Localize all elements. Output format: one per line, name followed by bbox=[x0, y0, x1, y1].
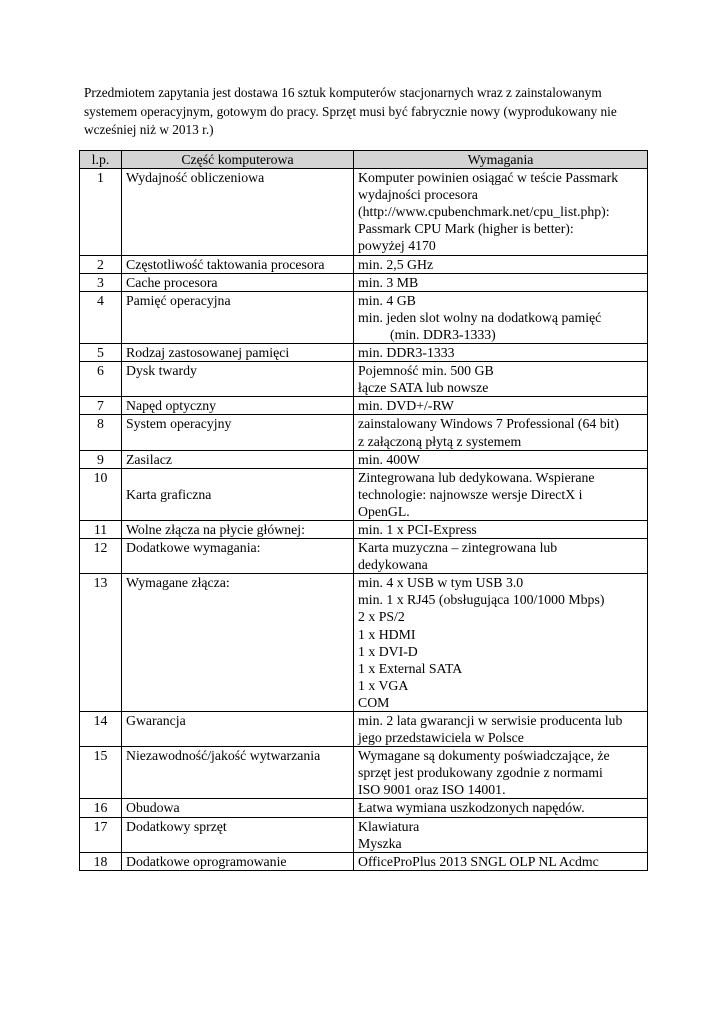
header-requirements: Wymagania bbox=[354, 151, 648, 169]
requirements-cell bbox=[354, 344, 648, 362]
requirement-line: min. 2 lata gwarancji w serwisie producenta lub bbox=[358, 713, 623, 728]
requirements-cell bbox=[354, 520, 648, 538]
requirement-line: min. DVD+/-RW bbox=[358, 398, 454, 414]
table-row bbox=[80, 574, 648, 712]
row-number: 5 bbox=[80, 344, 122, 362]
requirement-line: OpenGL. bbox=[358, 503, 410, 519]
requirement-line: COM bbox=[358, 694, 390, 710]
requirement-line: OfficeProPlus 2013 SNGL OLP NL Acdmc bbox=[358, 853, 599, 869]
requirement-line: Karta muzyczna – zintegrowana lub bbox=[358, 540, 558, 556]
requirement-line: Łatwa wymiana uszkodzonych napędów. bbox=[358, 800, 585, 816]
requirement-line: 1 x DVI-D bbox=[358, 643, 418, 659]
requirements-cell bbox=[354, 574, 648, 712]
requirement-line: Klawiatura bbox=[358, 818, 420, 834]
table-row bbox=[80, 450, 648, 468]
row-number: 13 bbox=[80, 574, 122, 712]
requirements-cell bbox=[354, 747, 648, 799]
requirement-line: Zintegrowana lub dedykowana. Wspierane bbox=[358, 469, 595, 485]
requirement-line: 1 x External SATA bbox=[358, 660, 463, 676]
component-name: Dodatkowe wymagania: bbox=[122, 539, 354, 574]
requirements-cell bbox=[354, 539, 648, 574]
requirement-line: zainstalowany Windows 7 Professional (64 bit) bbox=[358, 416, 619, 432]
row-number: 18 bbox=[80, 852, 122, 870]
component-name: Rodzaj zastosowanej pamięci bbox=[122, 344, 354, 362]
requirements-cell bbox=[354, 852, 648, 870]
header-part: Część komputerowa bbox=[122, 151, 354, 169]
requirement-line: wydajności procesora bbox=[358, 187, 478, 203]
table-row bbox=[80, 747, 648, 799]
component-name: Napęd optyczny bbox=[122, 397, 354, 415]
table-row bbox=[80, 291, 648, 343]
requirement-line: min. 1 x RJ45 (obsługująca 100/1000 Mbps) bbox=[358, 592, 605, 608]
requirement-line: technologie: najnowsze wersje DirectX i bbox=[358, 486, 583, 502]
row-number: 15 bbox=[80, 747, 122, 799]
row-number: 3 bbox=[80, 273, 122, 291]
table-row bbox=[80, 712, 648, 747]
component-name: Obudowa bbox=[122, 799, 354, 817]
requirement-line: z załączoną płytą z systemem bbox=[358, 433, 522, 449]
requirement-line: Komputer powinien osiągać w teście Passmark bbox=[358, 170, 619, 186]
component-name: Zasilacz bbox=[122, 450, 354, 468]
requirements-cell bbox=[354, 397, 648, 415]
requirements-cell bbox=[354, 712, 648, 747]
requirement-line: łącze SATA lub nowsze bbox=[358, 380, 489, 396]
requirements-cell bbox=[354, 799, 648, 817]
requirement-line: (http://www.cpubenchmark.net/cpu_list.php): bbox=[358, 204, 610, 220]
component-name: Wolne złącza na płycie głównej: bbox=[122, 520, 354, 538]
requirement-line: 1 x HDMI bbox=[358, 626, 416, 642]
requirement-line: min. jeden slot wolny na dodatkową pamięć bbox=[358, 309, 602, 325]
row-number: 12 bbox=[80, 539, 122, 574]
requirement-line: (min. DDR3-1333) bbox=[390, 326, 496, 342]
table-row bbox=[80, 273, 648, 291]
requirement-line: ISO 9001 oraz ISO 14001. bbox=[358, 782, 506, 798]
component-name: Częstotliwość taktowania procesora bbox=[122, 255, 354, 273]
component-name: Gwarancja bbox=[122, 712, 354, 747]
row-number: 10 bbox=[80, 468, 122, 520]
table-row bbox=[80, 255, 648, 273]
component-name: Wymagane złącza: bbox=[122, 574, 354, 712]
header-lp: l.p. bbox=[80, 151, 122, 169]
requirements-cell bbox=[354, 255, 648, 273]
requirement-line: 2 x PS/2 bbox=[358, 609, 405, 625]
table-row bbox=[80, 468, 648, 520]
table-row bbox=[80, 344, 648, 362]
component-name: Dodatkowe oprogramowanie bbox=[122, 852, 354, 870]
row-number: 8 bbox=[80, 415, 122, 450]
table-row bbox=[80, 817, 648, 852]
table-row bbox=[80, 169, 648, 255]
row-number: 2 bbox=[80, 255, 122, 273]
row-number: 9 bbox=[80, 450, 122, 468]
intro-paragraph: Przedmiotem zapytania jest dostawa 16 sztuk komputerów stacjonarnych wraz z zainstalowanym systemem operacyjnym, gotowym do pracy. Sprzęt musi być fabrycznie nowy (wyprodukowany nie wcześniej niż w 2013 r.) bbox=[84, 85, 617, 137]
row-number: 6 bbox=[80, 362, 122, 397]
requirement-line: min. 3 MB bbox=[358, 274, 419, 290]
requirements-cell bbox=[354, 450, 648, 468]
requirement-line: min. 1 x PCI-Express bbox=[358, 521, 477, 537]
requirements-cell bbox=[354, 169, 648, 255]
table-row bbox=[80, 852, 648, 870]
requirement-line: min. 2,5 GHz bbox=[358, 256, 434, 272]
component-name: Wydajność obliczeniowa bbox=[122, 169, 354, 255]
requirements-cell bbox=[354, 362, 648, 397]
requirement-line: jego przedstawiciela w Polsce bbox=[358, 730, 524, 746]
requirement-line: Wymagane są dokumenty poświadczające, że bbox=[358, 748, 610, 764]
row-number: 1 bbox=[80, 169, 122, 255]
table-row bbox=[80, 539, 648, 574]
row-number: 14 bbox=[80, 712, 122, 747]
requirements-cell bbox=[354, 415, 648, 450]
requirement-line: min. 4 x USB w tym USB 3.0 bbox=[358, 575, 524, 591]
requirement-line: Passmark CPU Mark (higher is better): bbox=[358, 221, 574, 237]
row-number: 17 bbox=[80, 817, 122, 852]
row-number: 11 bbox=[80, 520, 122, 538]
row-number: 16 bbox=[80, 799, 122, 817]
table-row bbox=[80, 520, 648, 538]
table-row bbox=[80, 799, 648, 817]
requirement-line: Myszka bbox=[358, 835, 402, 851]
component-name: Niezawodność/jakość wytwarzania bbox=[122, 747, 354, 799]
table-row bbox=[80, 397, 648, 415]
row-number: 7 bbox=[80, 397, 122, 415]
component-name: Pamięć operacyjna bbox=[122, 291, 354, 343]
table-row bbox=[80, 415, 648, 450]
requirement-line: 1 x VGA bbox=[358, 677, 409, 693]
requirements-cell bbox=[354, 468, 648, 520]
requirement-line: min. 400W bbox=[358, 451, 421, 467]
requirements-table bbox=[79, 150, 648, 871]
component-name: Karta graficzna bbox=[122, 468, 354, 520]
requirement-line: min. 4 GB bbox=[358, 292, 416, 308]
row-number: 4 bbox=[80, 291, 122, 343]
requirement-line: min. DDR3-1333 bbox=[358, 345, 455, 361]
table-header-row bbox=[80, 151, 648, 169]
table-row bbox=[80, 362, 648, 397]
component-name: System operacyjny bbox=[122, 415, 354, 450]
requirement-line: sprzęt jest produkowany zgodnie z normami bbox=[358, 765, 603, 781]
component-name: Dodatkowy sprzęt bbox=[122, 817, 354, 852]
requirements-cell bbox=[354, 273, 648, 291]
requirement-line: Pojemność min. 500 GB bbox=[358, 363, 494, 379]
requirement-line: dedykowana bbox=[358, 557, 428, 573]
requirements-cell bbox=[354, 817, 648, 852]
component-name: Dysk twardy bbox=[122, 362, 354, 397]
requirement-line: powyżej 4170 bbox=[358, 238, 436, 254]
component-name: Cache procesora bbox=[122, 273, 354, 291]
requirements-cell bbox=[354, 291, 648, 343]
